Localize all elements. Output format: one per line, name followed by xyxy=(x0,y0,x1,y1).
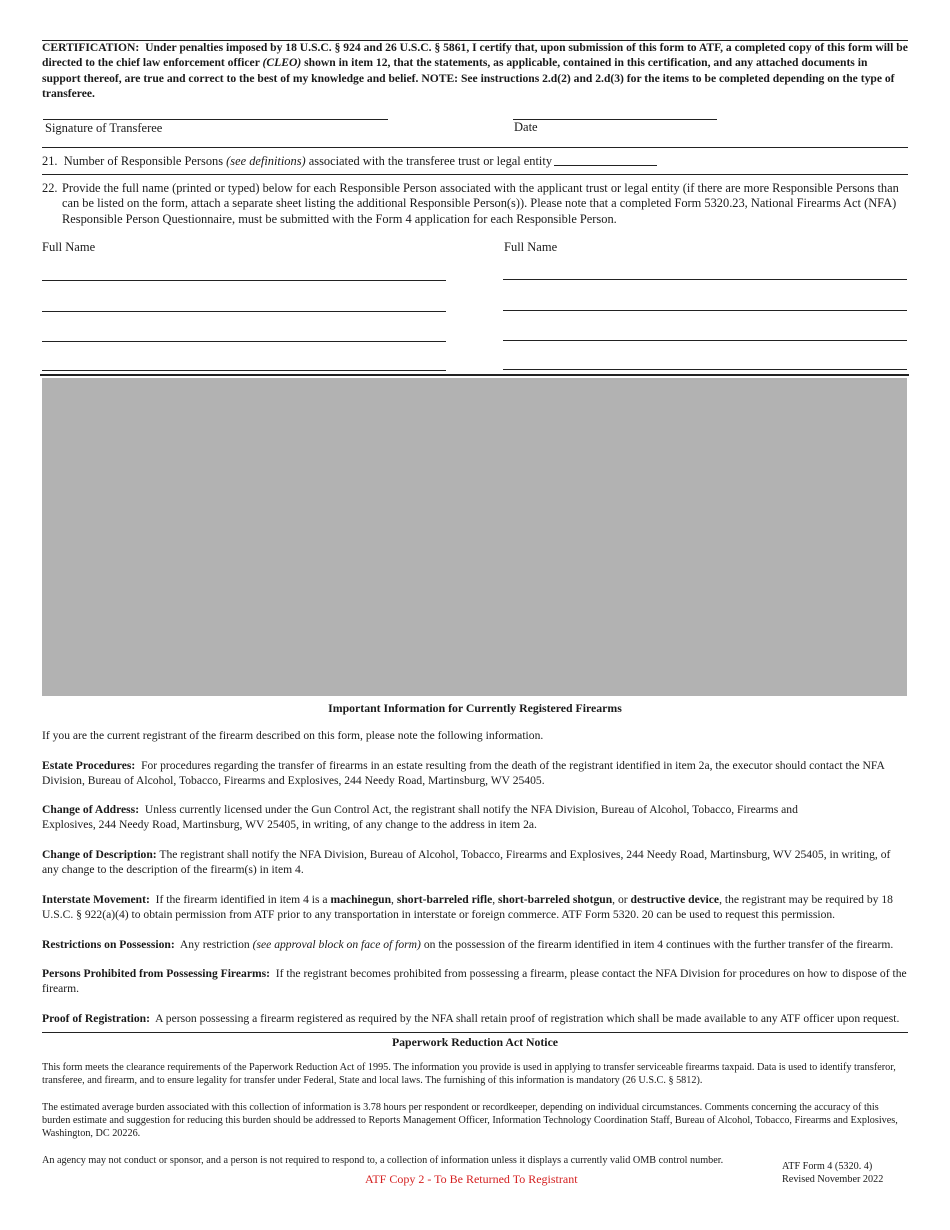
full-name-field[interactable] xyxy=(503,279,907,280)
responsible-persons-count-field[interactable] xyxy=(554,165,657,166)
full-name-field[interactable] xyxy=(503,340,907,341)
full-name-field[interactable] xyxy=(42,370,446,371)
full-name-field[interactable] xyxy=(503,310,907,311)
shaded-block xyxy=(42,378,907,696)
estate-procedures: Estate Procedures: For procedures regarding the transfer of firearms in an estate resulting from the death of the registrant identified in item 2a, the executor should contact the NFA Division, Bureau of Alcohol, Tobacco, Firearms and Explosives, 244 Needy Road, Martinsburg, WV 25405. xyxy=(42,759,885,788)
section-divider xyxy=(42,174,908,175)
full-name-field[interactable] xyxy=(42,280,446,281)
change-of-description: Change of Description: The registrant shall notify the NFA Division, Bureau of Alcohol, Tobacco, Firearms and Explosives, 244 Needy Road, Martinsburg, WV 25405, in writing, of any change to the description of the firearm(s) in item 4. xyxy=(42,848,891,877)
full-name-label-right: Full Name xyxy=(504,240,558,254)
certification-text: CERTIFICATION: Under penalties imposed by 18 U.S.C. § 924 and 26 U.S.C. § 5861, I certify that, upon submission of this form to ATF, a completed copy of this form will be directed to the chief law enforcement officer (CLEO) shown in item 12, that the statements, as applicable, contained in this certification, and any attached documents in support thereof, are true and correct to the best of my knowledge and belief. NOTE: See instructions 2.d(2) and 2.d(3) for the items to be completed depending on the type of transferee. xyxy=(42,41,908,101)
persons-prohibited: Persons Prohibited from Possessing Firearms: If the registrant becomes prohibited from possessing a firearm, please contact the NFA Division for procedures on how to dispose of the firearm. xyxy=(42,967,907,996)
paperwork-paragraph-3: An agency may not conduct or sponsor, and a person is not required to respond to, a collection of information unless it displays a currently valid OMB control number. xyxy=(42,1155,724,1166)
section-divider xyxy=(42,1032,908,1033)
important-info-heading: Important Information for Currently Registered Firearms xyxy=(328,701,622,715)
form-number: ATF Form 4 (5320. 4) xyxy=(782,1161,873,1172)
paperwork-paragraph-1: This form meets the clearance requirements of the Paperwork Reduction Act of 1995. The information you provide is used in applying to transfer serviceable firearms taxpaid. Data is used to identify transferor, transferee, and firearm, and to ensure legality for transfer under Federal, State and local laws. The furnishing of this information is mandatory (26 U.S.C. § 5812). xyxy=(42,1062,896,1086)
full-name-field[interactable] xyxy=(42,311,446,312)
change-of-address: Change of Address: Unless currently licensed under the Gun Control Act, the registrant shall notify the NFA Division, Bureau of Alcohol, Tobacco, Firearms and Explosives, 244 Needy Road, Martinsburg, WV 25405, in writing, of any change to the address in item 2a. xyxy=(42,803,798,832)
item-21: 21. Number of Responsible Persons (see definitions) associated with the transferee trust or legal entity xyxy=(42,154,553,168)
paperwork-heading: Paperwork Reduction Act Notice xyxy=(391,1035,559,1049)
item-22-number: 22. xyxy=(42,181,58,195)
important-intro: If you are the current registrant of the firearm described on this form, please note the following information. xyxy=(42,729,544,742)
full-name-label-left: Full Name xyxy=(42,240,96,254)
item-22-text: Provide the full name (printed or typed) below for each Responsible Person associated with the applicant trust or legal entity (if there are more Responsible Persons than can be listed on the form, attach a separate sheet listing the additional Responsible Person(s)). Please note that a completed Form 5320.23, National Firearms Act (NFA) Responsible Person Questionnaire, must be submitted with the Form 4 application for each Responsible Person. xyxy=(62,181,899,226)
full-name-field[interactable] xyxy=(42,341,446,342)
revision-date: Revised November 2022 xyxy=(782,1174,884,1185)
copy-notice: ATF Copy 2 - To Be Returned To Registrant xyxy=(365,1172,578,1186)
paperwork-paragraph-2: The estimated average burden associated with this collection of information is 3.78 hours per respondent or recordkeeper, depending on individual circumstances. Comments concerning the accuracy of this burden estimate and suggestion for reducing this burden should be addressed to Reports Management Officer, Information Technology Coordination Staff, Bureau of Alcohol, Tobacco, Firearms and Explosives, Washington, DC 20226. xyxy=(42,1102,898,1139)
thick-divider xyxy=(40,374,909,376)
signature-label: Signature of Transferee xyxy=(45,121,163,135)
interstate-movement: Interstate Movement: If the firearm identified in item 4 is a machinegun, short-barreled rifle, short-barreled shotgun, or destructive device, the registrant may be required by 18 U.S.C. § 922(a)(4) to obtain permission from ATF prior to any transportation in interstate or foreign commerce. ATF Form 5320. 20 can be used to request this permission. xyxy=(42,893,893,922)
proof-of-registration: Proof of Registration: A person possessing a firearm registered as required by the NFA shall retain proof of registration which shall be made available to any ATF officer upon request. xyxy=(42,1012,900,1025)
section-divider xyxy=(42,147,908,148)
full-name-field[interactable] xyxy=(503,369,907,370)
date-line[interactable] xyxy=(513,119,717,120)
signature-line[interactable] xyxy=(43,119,388,120)
date-label: Date xyxy=(514,120,538,134)
restrictions-on-possession: Restrictions on Possession: Any restriction (see approval block on face of form) on the possession of the firearm identified in item 4 continues with the further transfer of the firearm. xyxy=(42,938,894,951)
